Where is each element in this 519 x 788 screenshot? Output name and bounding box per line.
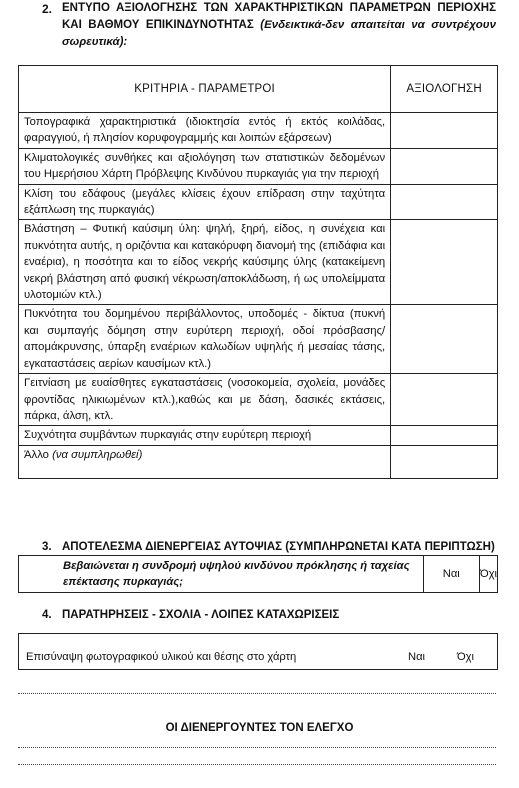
evaluation-cell[interactable] <box>391 113 498 149</box>
criteria-row <box>19 148 498 184</box>
section-3-title: ΑΠΟΤΕΛΕΣΜΑ ΔΙΕΝΕΡΓΕΙΑΣ ΑΥΤΟΨΙΑΣ (ΣΥΜΠΛΗΡΩΝΕΤΑΙ ΚΑΤΑ ΠΕΡΙΠΤΩΣΗ) <box>62 541 495 553</box>
criteria-cell-topography: Τοπογραφικά χαρακτηριστικά (ιδιοκτησία εντός ή εκτός κοιλάδας, φαραγγιού, ή πλησίον κορυφογραμμής και λοιπών εξάρσεων) <box>19 113 391 149</box>
result-table <box>18 555 498 593</box>
evaluation-cell[interactable] <box>391 426 498 445</box>
criteria-row <box>19 305 498 374</box>
dotted-line[interactable] <box>18 693 496 694</box>
evaluation-cell[interactable] <box>391 220 498 305</box>
evaluation-cell[interactable] <box>391 184 498 220</box>
dotted-line[interactable] <box>18 764 496 765</box>
evaluation-header: ΑΞΙΟΛΟΓΗΣΗ <box>391 66 498 113</box>
criteria-cell-vegetation: Βλάστηση – Φυτική καύσιμη ύλη: ψηλή, ξηρή, είδος, η συνέχεια και πυκνότητα αυτής, η οριζόντια και κατακόρυφη διανομή της (επιδάφια και εναέρια), η ποσότητα και το είδος νεκρής καύσιμης ύλης (κατακείμενη νεκρή βλάστηση από φυσική νέκρωση/αποκλάδωση, ή ως υπολείμματα υλοτομιών κτλ.) <box>19 220 391 305</box>
section-4-title: ΠΑΡΑΤΗΡΗΣΕΙΣ - ΣΧΟΛΙΑ - ΛΟΙΠΕΣ ΚΑΤΑΧΩΡΙΣΕΙΣ <box>62 609 340 621</box>
section-2-note: (Ενδεικτικά-δεν απαιτείται να συντρέχουν σωρευτικά): <box>62 19 496 48</box>
section-2-number: 2. <box>42 2 53 16</box>
section-2-title-text: ΕΝΤΥΠΟ ΑΞΙΟΛΟΓΗΣΗΣ ΤΩΝ ΧΑΡΑΚΤΗΡΙΣΤΙΚΩΝ ΠΑΡΑΜΕΤΡΩΝ ΠΕΡΙΟΧΗΣ ΚΑΙ ΒΑΘΜΟΥ ΕΠΙΚΙΝΔΥΝΟΤΗΤΑΣ <box>62 2 496 31</box>
result-no-option[interactable]: Όχι <box>479 556 497 593</box>
criteria-row-other <box>19 445 498 478</box>
criteria-header: ΚΡΙΤΗΡΙΑ - ΠΑΡΑΜΕΤΡΟΙ <box>19 66 391 113</box>
criteria-row <box>19 184 498 220</box>
criteria-header-row <box>19 66 498 113</box>
criteria-cell-fire-frequency: Συχνότητα συμβάντων πυρκαγιάς στην ευρύτερη περιοχή <box>19 426 391 445</box>
risk-question: Βεβαιώνεται η συνδρομή υψηλού κινδύνου πρόκλησης ή ταχείας επέκτασης πυρκαγιάς; <box>19 556 424 593</box>
result-yes-option[interactable]: Ναι <box>423 556 479 593</box>
criteria-cell-sensitive-facilities: Γειτνίαση με ευαίσθητες εγκαταστάσεις (νοσοκομεία, σχολεία, μονάδες φροντίδας ηλικιωμένων κτλ.),καθώς και με δάση, δασικές εκτάσεις, πάρκα, άλση, κτλ. <box>19 374 391 426</box>
criteria-cell-slope: Κλίση του εδάφους (μεγάλες κλίσεις έχουν επίδραση στην ταχύτητα εξάπλωση της πυρκαγιάς) <box>19 184 391 220</box>
evaluation-cell[interactable] <box>391 374 498 426</box>
other-note: (να συμπληρωθεί) <box>52 448 143 461</box>
photo-attachment-label: Επισύναψη φωτογραφικού υλικού και θέσης στο χάρτη <box>26 651 297 663</box>
evaluation-cell[interactable] <box>391 148 498 184</box>
criteria-cell-other[interactable] <box>19 445 391 478</box>
section-3-number: 3. <box>42 541 52 553</box>
dotted-line[interactable] <box>18 747 496 748</box>
signers-heading: ΟΙ ΔΙΕΝΕΡΓΟΥΝΤΕΣ ΤΟΝ ΕΛΕΓΧΟ <box>165 722 354 734</box>
result-row <box>19 556 498 593</box>
criteria-row <box>19 374 498 426</box>
criteria-cell-climate: Κλιματολογικές συνθήκες και αξιολόγηση των στατιστικών δεδομένων του Ημερήσιου Χάρτη Πρόβλεψης Κινδύνου πυρκαγιάς για την περιοχή <box>19 148 391 184</box>
criteria-table <box>18 65 498 479</box>
evaluation-cell[interactable] <box>391 305 498 374</box>
section-2-title <box>62 0 496 51</box>
section-4-number: 4. <box>42 609 52 621</box>
criteria-cell-built-density: Πυκνότητα του δομημένου περιβάλλοντος, υποδομές - δίκτυα (πυκνή και συμπαγής δόμηση στην ευρύτερη περιοχή, οδοί πρόσβασης/απομάκρυνσης, ύπαρξη εναέριων καλωδίων υψηλής ή μεσαίας τάσης, εγκαταστάσεις αερίων καυσίμων κτλ.) <box>19 305 391 374</box>
evaluation-cell[interactable] <box>391 445 498 478</box>
photo-no-option[interactable]: Όχι <box>457 651 475 663</box>
criteria-row <box>19 220 498 305</box>
photo-yes-option[interactable]: Ναι <box>408 651 426 663</box>
other-label: Άλλο <box>24 448 49 461</box>
criteria-row <box>19 426 498 445</box>
criteria-row <box>19 113 498 149</box>
